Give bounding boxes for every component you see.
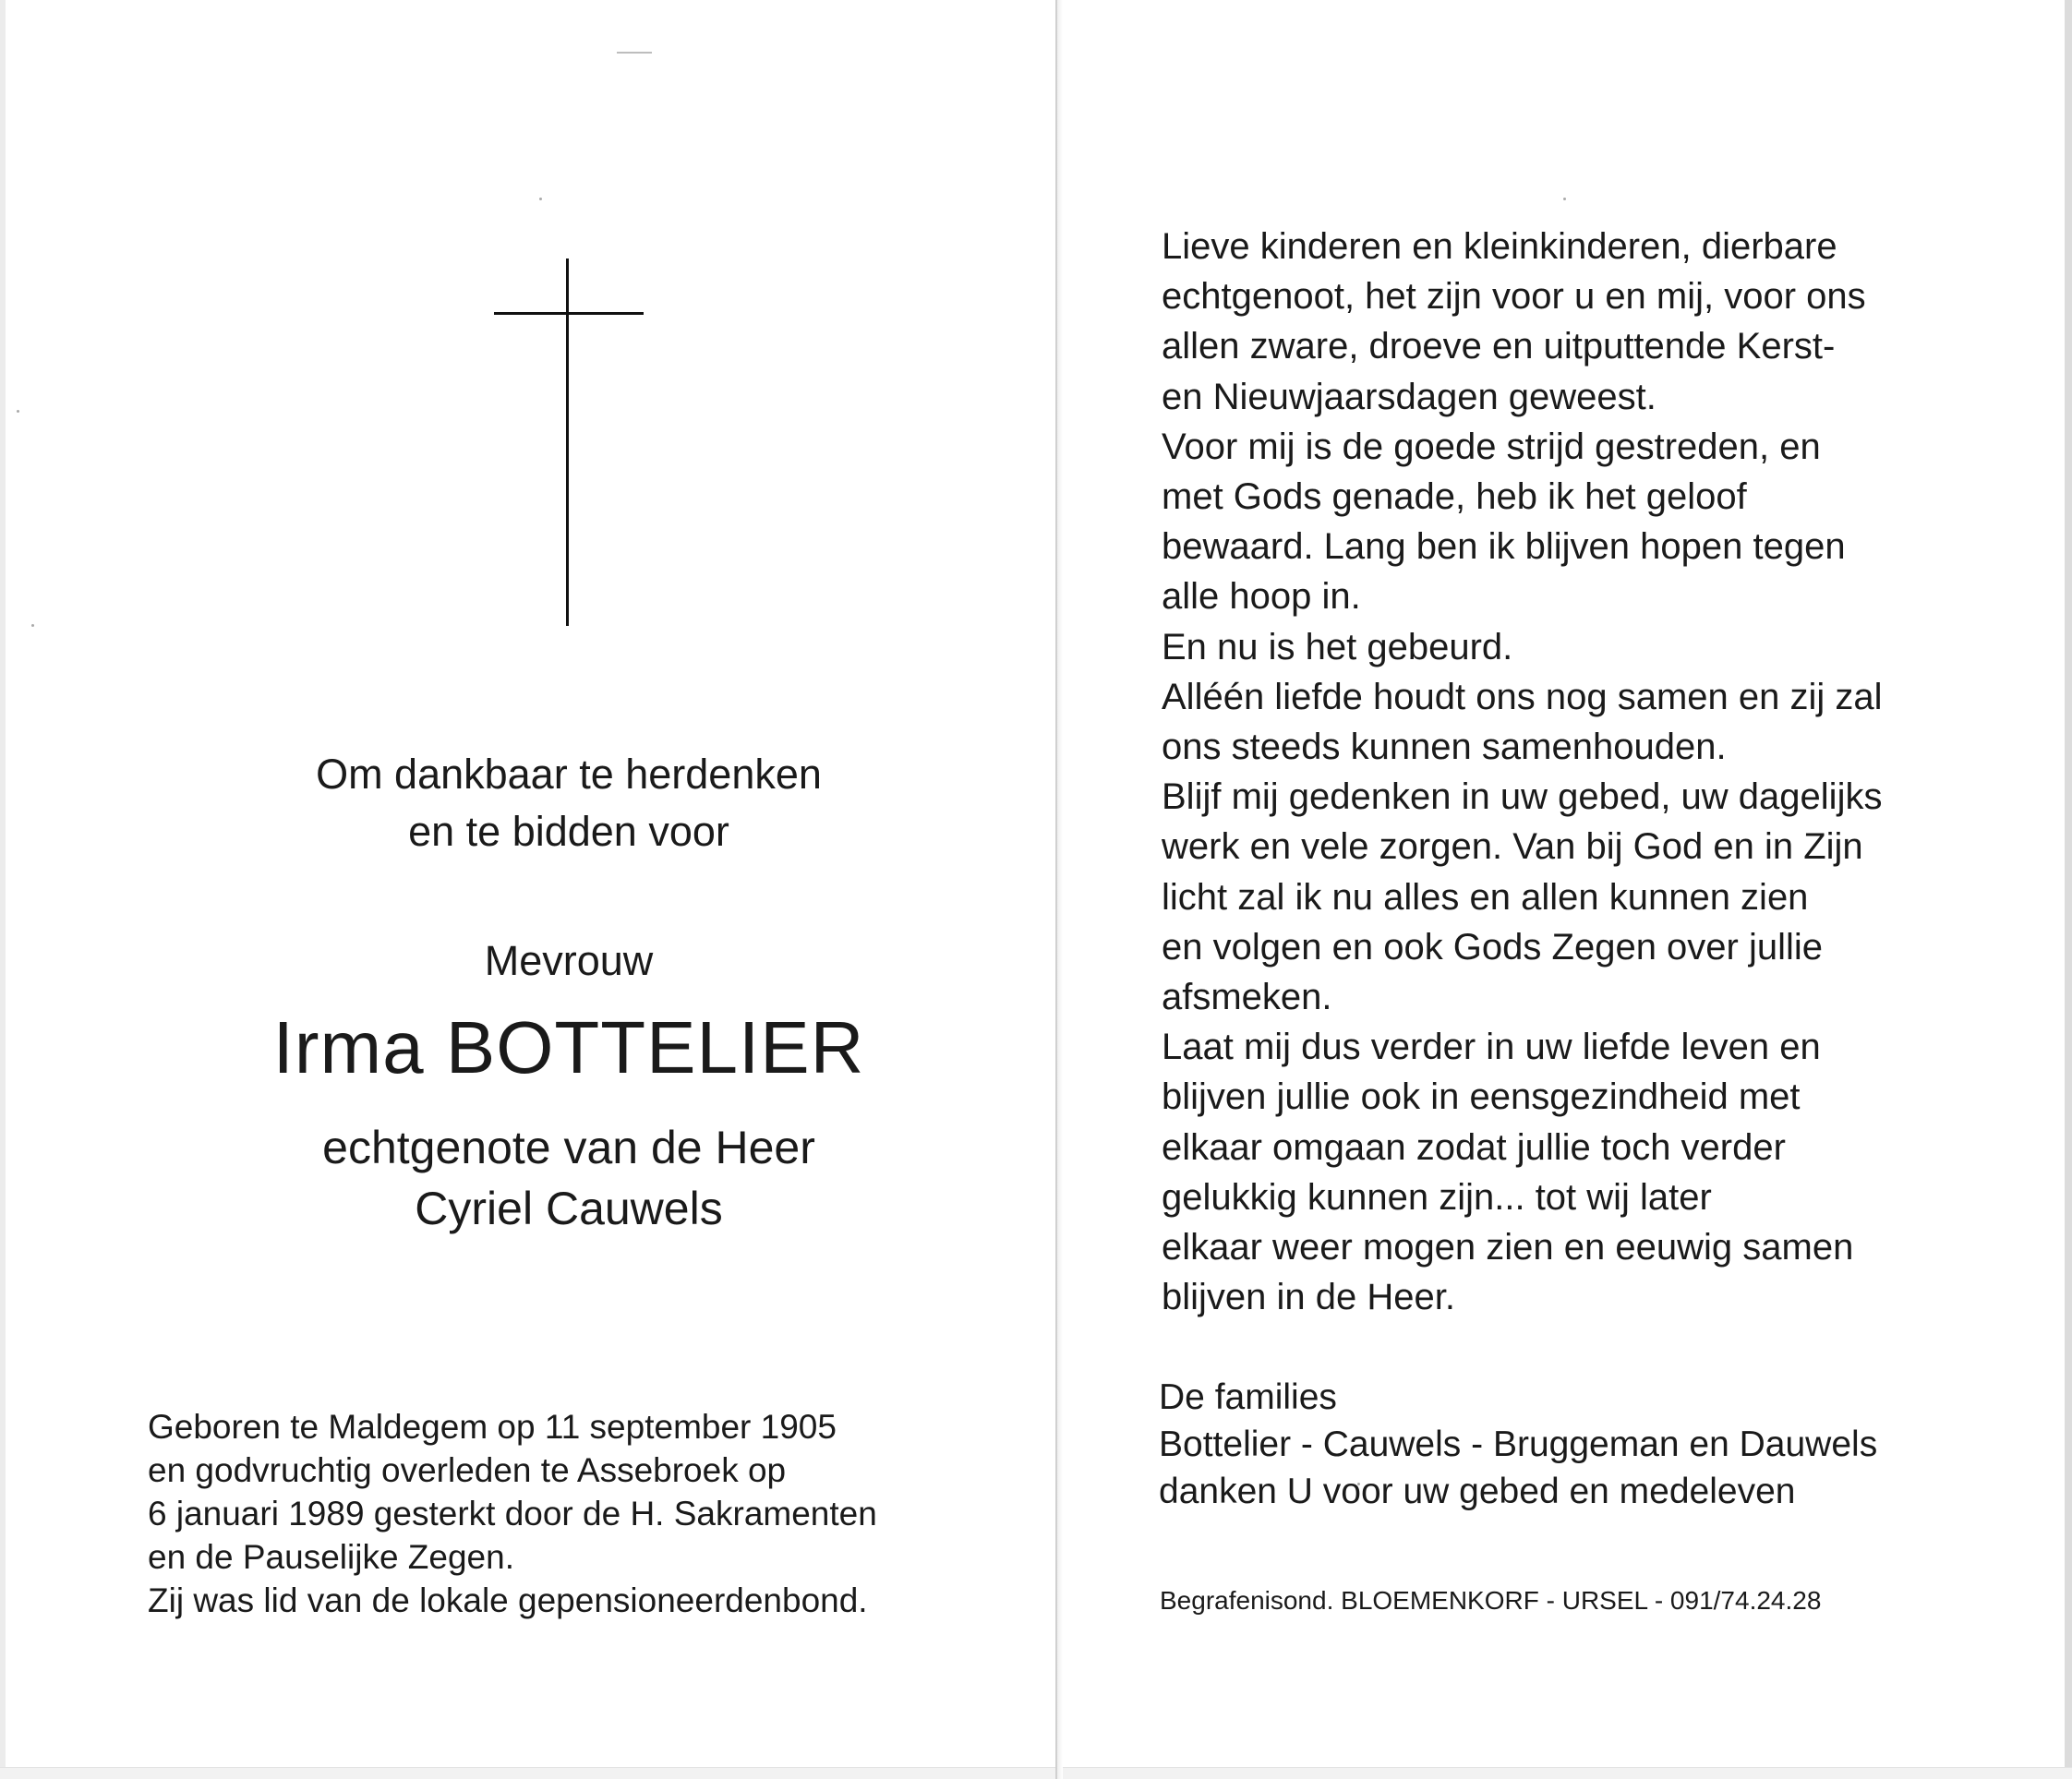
- letter-line: met Gods genade, heb ik het geloof: [1162, 476, 1747, 518]
- letter-line: Laat mij dus verder in uw liefde leven en: [1162, 1027, 1821, 1068]
- bio-line: Geboren te Maldegem op 11 september 1905: [148, 1408, 837, 1446]
- letter-line: Alléén liefde houdt ons nog samen en zij zal: [1162, 676, 1883, 717]
- letter-line: gelukkig kunnen zijn... tot wij later: [1162, 1176, 1712, 1218]
- card-edge-left: [0, 0, 6, 1779]
- thanks-line: Bottelier - Cauwels - Bruggeman en Dauwels: [1159, 1424, 1878, 1464]
- letter-line: alle hoop in.: [1162, 576, 1361, 618]
- honorific: Mevrouw: [484, 937, 654, 984]
- letter-line: werk en vele zorgen. Van bij God en in Zijn: [1162, 826, 1863, 868]
- center-fold-shadow: [1057, 0, 1063, 1779]
- intro-line: en te bidden voor: [408, 808, 729, 855]
- letter-line: blijven jullie ook in eensgezindheid met: [1162, 1076, 1801, 1118]
- bio-line: Zij was lid van de lokale gepensioneerdenbond.: [148, 1581, 868, 1619]
- deceased-name: Irma BOTTELIER: [272, 1006, 865, 1088]
- letter-line: en Nieuwjaarsdagen geweest.: [1162, 376, 1656, 417]
- paper-speck: [31, 624, 34, 627]
- letter-line: Blijf mij gedenken in uw gebed, uw dagelijks: [1162, 776, 1883, 818]
- thanks-line: danken U voor uw gebed en medeleven: [1159, 1472, 1796, 1511]
- thanks-line: De families: [1159, 1377, 1337, 1417]
- spouse-text: [0, 1117, 1138, 1239]
- farewell-letter: [1162, 222, 1993, 1322]
- paper-speck: [17, 410, 19, 413]
- card-edge-bottom: [0, 1767, 2072, 1779]
- letter-line: elkaar weer mogen zien en eeuwig samen: [1162, 1227, 1854, 1268]
- letter-line: ons steeds kunnen samenhouden.: [1162, 727, 1727, 768]
- intro-text: [0, 746, 1138, 860]
- letter-line: bewaard. Lang ben ik blijven hopen tegen: [1162, 526, 1846, 568]
- letter-line: blijven in de Heer.: [1162, 1277, 1455, 1318]
- letter-line: afsmeken.: [1162, 977, 1332, 1018]
- cross-icon: [494, 258, 644, 626]
- bio-line: en de Pauselijke Zegen.: [148, 1538, 514, 1576]
- funeral-home-footer: Begrafenisond. BLOEMENKORF - URSEL - 091/74.24.28: [1160, 1586, 1822, 1615]
- paper-speck: [1563, 198, 1566, 200]
- letter-line: Lieve kinderen en kleinkinderen, dierbare: [1162, 226, 1837, 267]
- letter-line: echtgenoot, het zijn voor u en mij, voor ons: [1162, 276, 1866, 318]
- spouse-line: Cyriel Cauwels: [415, 1183, 723, 1234]
- print-mark: [617, 52, 652, 54]
- letter-line: elkaar omgaan zodat jullie toch verder: [1162, 1126, 1786, 1168]
- bio-line: 6 januari 1989 gesterkt door de H. Sakramenten: [148, 1495, 877, 1533]
- biography: [148, 1405, 997, 1622]
- letter-line: en volgen en ook Gods Zegen over jullie: [1162, 926, 1824, 968]
- letter-line: Voor mij is de goede strijd gestreden, en: [1162, 426, 1821, 467]
- bio-line: en godvruchtig overleden te Assebroek op: [148, 1451, 787, 1489]
- letter-line: licht zal ik nu alles en allen kunnen zien: [1162, 876, 1809, 918]
- card-edge-right: [2065, 0, 2072, 1779]
- letter-line: En nu is het gebeurd.: [1162, 626, 1513, 667]
- family-thanks: [1159, 1374, 2018, 1515]
- letter-line: allen zware, droeve en uitputtende Kerst-: [1162, 326, 1836, 367]
- intro-line: Om dankbaar te herdenken: [316, 751, 822, 798]
- spouse-line: echtgenote van de Heer: [322, 1122, 815, 1173]
- paper-speck: [539, 198, 542, 200]
